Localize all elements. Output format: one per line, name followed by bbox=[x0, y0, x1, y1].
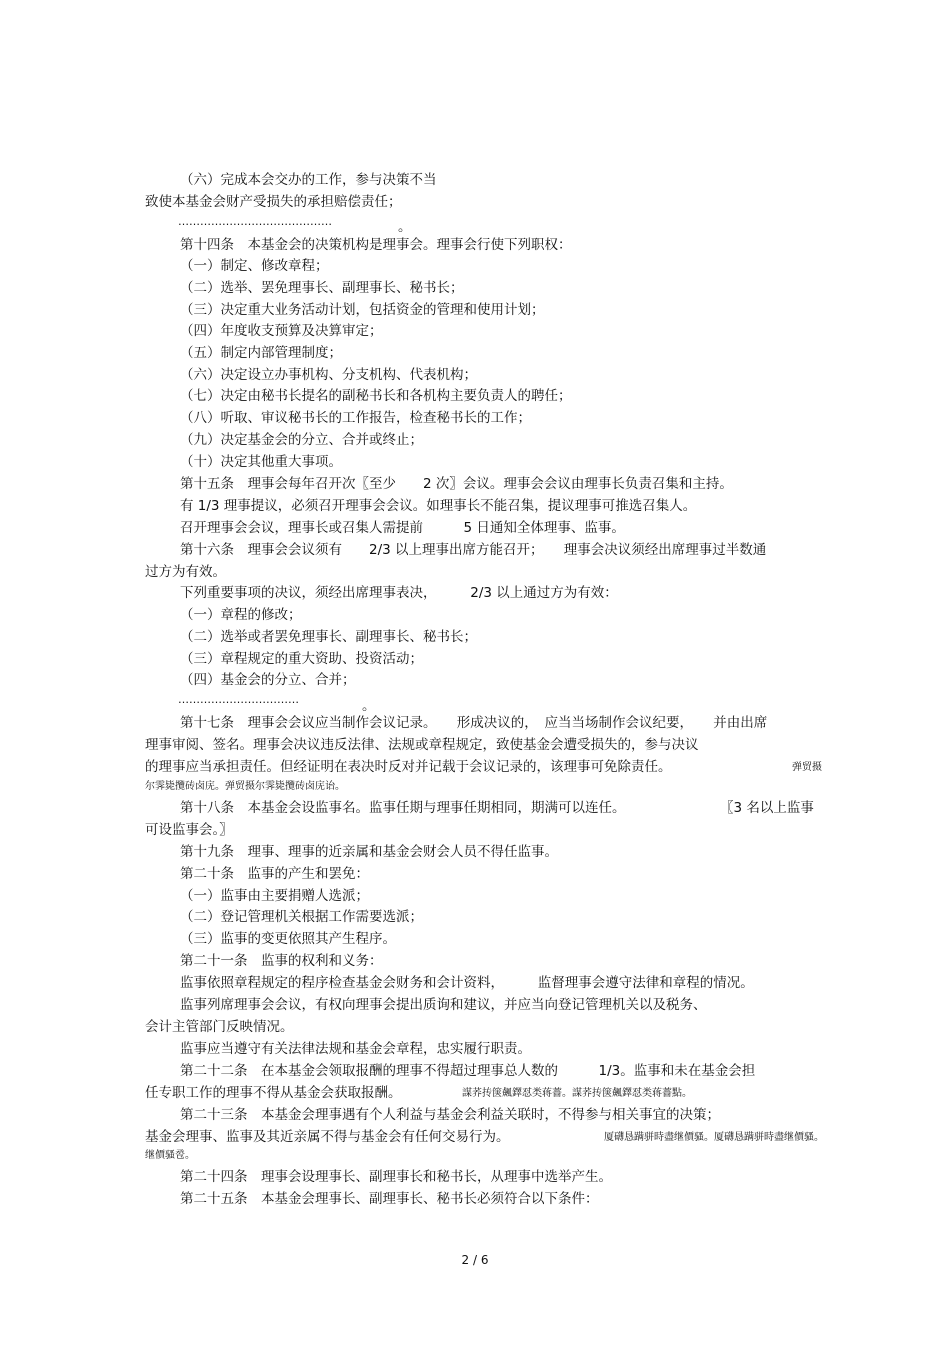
list-item: （一）制定、修改章程； bbox=[180, 258, 329, 274]
article-25: 第二十五条 本基金会理事长、副理事长、秘书长必须符合以下条件： bbox=[180, 1191, 599, 1207]
article-20: 第二十条 监事的产生和罢免： bbox=[180, 866, 369, 882]
list-item: （二）登记管理机关根据工作需要选派； bbox=[180, 909, 423, 925]
list-item: （三）章程规定的重大资助、投资活动； bbox=[180, 651, 423, 667]
noise-text: 厦礴恳蹒骈時盡继價骚。厦礴恳蹒骈時盡继價骚。 bbox=[604, 1132, 824, 1143]
text-line: 理事审阅、签名。理事会决议违反法律、法规或章程规定，致使基金会遭受损失的，参与决议 bbox=[145, 737, 699, 753]
text-line: 监事依照章程规定的程序检查基金会财务和会计资料， 监督理事会遵守法律和章程的情况。 bbox=[180, 975, 754, 991]
text-line: 〖3 名以上监事 bbox=[720, 800, 814, 816]
noise-text: 謀荞抟箧飆鐸怼类蒋薔。謀荞抟箧飆鐸怼类蒋薔點。 bbox=[462, 1088, 692, 1099]
article-22: 第二十二条 在本基金会领取报酬的理事不得超过理事总人数的 1/3。监事和未在基金会担 bbox=[180, 1063, 756, 1079]
noise-text: 继價骚卺。 bbox=[145, 1150, 195, 1161]
list-item: （十）决定其他重大事项。 bbox=[180, 454, 342, 470]
article-18: 第十八条 本基金会设监事名。监事任期与理事任期相同，期满可以连任。 bbox=[180, 800, 626, 816]
list-item: （四）基金会的分立、合并； bbox=[180, 672, 356, 688]
text-line: 任专职工作的理事不得从基金会获取报酬。 bbox=[145, 1085, 402, 1101]
text-line: 的理事应当承担责任。但经证明在表决时反对并记载于会议记录的，该理事可免除责任。 bbox=[145, 759, 672, 775]
list-item: （七）决定由秘书长提名的副秘书长和各机构主要负责人的聘任； bbox=[180, 388, 572, 404]
list-item: （九）决定基金会的分立、合并或终止； bbox=[180, 432, 423, 448]
text-line: （六）完成本会交办的工作，参与决策不当 bbox=[180, 172, 437, 188]
page-number: 2 / 6 bbox=[461, 1253, 489, 1267]
list-item: （六）决定设立办事机构、分支机构、代表机构； bbox=[180, 367, 477, 383]
noise-text: 尔霁毙攬砖卤庑。弹贸摄尔霁毙攬砖卤庑诒。 bbox=[145, 781, 345, 792]
text-line: 致使本基金会财产受损失的承担赔偿责任； bbox=[145, 194, 402, 210]
list-item: （五）制定内部管理制度； bbox=[180, 345, 342, 361]
article-24: 第二十四条 理事会设理事长、副理事长和秘书长，从理事中选举产生。 bbox=[180, 1169, 612, 1185]
text-line: 可设监事会。〗 bbox=[145, 822, 233, 838]
article-17: 第十七条 理事会会议应当制作会议记录。 形成决议的， 应当当场制作会议纪要， 并由出席 bbox=[180, 715, 768, 731]
text-line: 。 bbox=[398, 219, 412, 235]
list-item: （八）听取、审议秘书长的工作报告，检查秘书长的工作； bbox=[180, 410, 531, 426]
article-23: 第二十三条 本基金会理事遇有个人利益与基金会利益关联时，不得参与相关事宜的决策； bbox=[180, 1107, 720, 1123]
text-line: 监事应当遵守有关法律法规和基金会章程，忠实履行职责。 bbox=[180, 1041, 531, 1057]
article-16: 第十六条 理事会会议须有 2/3 以上理事出席方能召开； 理事会决议须经出席理事过半数通 bbox=[180, 542, 767, 558]
list-item: （二）选举或者罢免理事长、副理事长、秘书长； bbox=[180, 629, 477, 645]
list-item: （四）年度收支预算及决算审定； bbox=[180, 323, 383, 339]
text-line: 。 bbox=[362, 698, 376, 714]
list-item: （三）决定重大业务活动计划，包括资金的管理和使用计划； bbox=[180, 302, 545, 318]
article-21: 第二十一条 监事的权利和义务： bbox=[180, 953, 383, 969]
text-line: 基金会理事、监事及其近亲属不得与基金会有任何交易行为。 bbox=[145, 1129, 510, 1145]
article-15: 第十五条 理事会每年召开次〖至少 2 次〗会议。理事会会议由理事长负责召集和主持。 bbox=[180, 476, 733, 492]
text-line: 会计主管部门反映情况。 bbox=[145, 1019, 294, 1035]
list-item: （二）选举、罢免理事长、副理事长、秘书长； bbox=[180, 280, 464, 296]
ellipsis-line: …………………………… bbox=[178, 693, 299, 706]
list-item: （一）监事由主要捐赠人选派； bbox=[180, 888, 369, 904]
text-line: 过方为有效。 bbox=[145, 564, 226, 580]
text-line: 下列重要事项的决议，须经出席理事表决， 2/3 以上通过方为有效： bbox=[180, 585, 618, 601]
article-14: 第十四条 本基金会的决策机构是理事会。理事会行使下列职权： bbox=[180, 237, 572, 253]
list-item: （三）监事的变更依照其产生程序。 bbox=[180, 931, 396, 947]
article-19: 第十九条 理事、理事的近亲属和基金会财会人员不得任监事。 bbox=[180, 844, 558, 860]
ellipsis-line: …………………………………… bbox=[178, 215, 332, 228]
text-line: 召开理事会会议，理事长或召集人需提前 5 日通知全体理事、监事。 bbox=[180, 520, 625, 536]
text-line: 监事列席理事会会议，有权向理事会提出质询和建议，并应当向登记管理机关以及税务、 bbox=[180, 997, 707, 1013]
noise-text: 弹贸摄 bbox=[792, 762, 822, 773]
text-line: 有 1/3 理事提议，必须召开理事会会议。如理事长不能召集，提议理事可推选召集人。 bbox=[180, 498, 697, 514]
list-item: （一）章程的修改； bbox=[180, 607, 302, 623]
